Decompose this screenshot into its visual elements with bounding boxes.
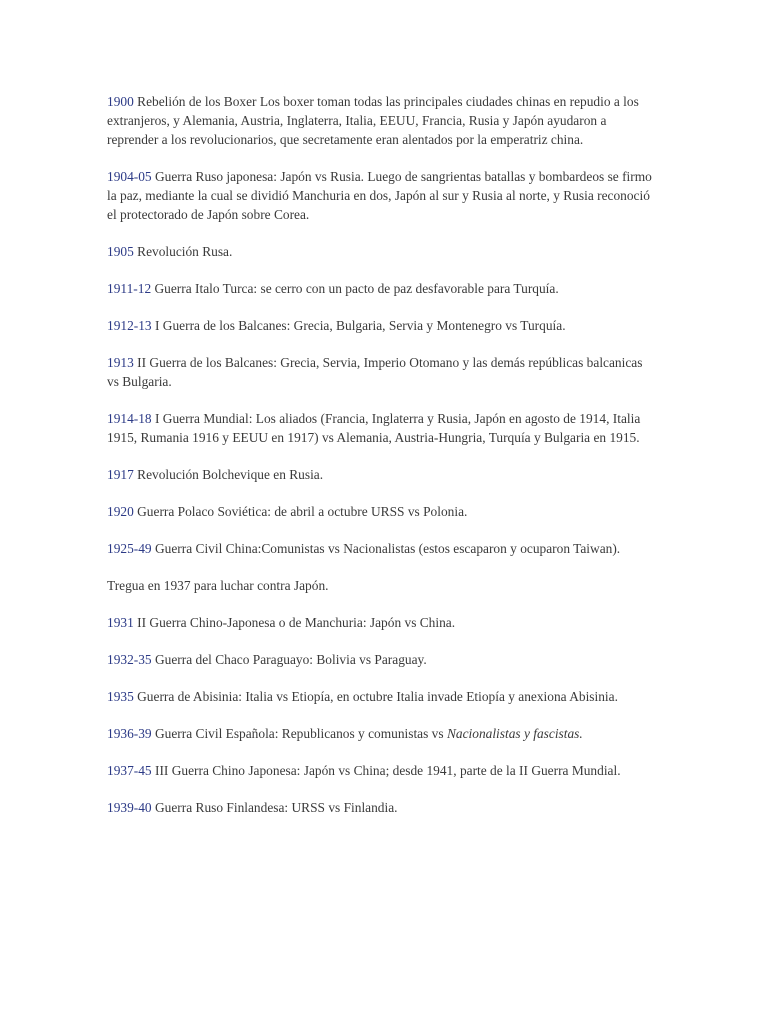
entry-year: 1939-40 bbox=[107, 800, 152, 815]
entry-year: 1904-05 bbox=[107, 169, 152, 184]
entry-year: 1905 bbox=[107, 244, 134, 259]
timeline-entry bbox=[107, 761, 655, 780]
entry-text: Guerra Civil Española: Republicanos y comunistas vs bbox=[155, 726, 444, 741]
entry-year: 1935 bbox=[107, 689, 134, 704]
entry-year: 1936-39 bbox=[107, 726, 152, 741]
timeline-entry bbox=[107, 409, 655, 447]
entry-text: Revolución Rusa. bbox=[137, 244, 233, 259]
entry-text: Rebelión de los Boxer Los boxer toman todas las principales ciudades chinas en repudio a los extranjeros, y Alemania, Austria, Inglaterra, Italia, EEUU, Francia, Rusia y Japón ayudaron a reprender a los revolucionarios, que secretamente eran alentados por la emperatriz china. bbox=[107, 94, 639, 147]
entry-year: 1925-49 bbox=[107, 541, 152, 556]
entry-year: 1937-45 bbox=[107, 763, 152, 778]
timeline-entry bbox=[107, 279, 655, 298]
entry-text: III Guerra Chino Japonesa: Japón vs China; desde 1941, parte de la II Guerra Mundial. bbox=[155, 763, 621, 778]
timeline-entry bbox=[107, 167, 655, 224]
timeline-entry bbox=[107, 539, 655, 558]
entry-year: 1932-35 bbox=[107, 652, 152, 667]
entry-year: 1913 bbox=[107, 355, 134, 370]
entry-text: Guerra Civil China:Comunistas vs Nacionalistas (estos escaparon y ocuparon Taiwan). bbox=[155, 541, 621, 556]
timeline-list bbox=[107, 92, 655, 835]
timeline-entry bbox=[107, 724, 655, 743]
entry-text: I Guerra Mundial: Los aliados (Francia, Inglaterra y Rusia, Japón en agosto de 1914, Italia 1915, Rumania 1916 y EEUU en 1917) vs Alemania, Austria-Hungria, Turquía y Bulgaria en 1915. bbox=[107, 411, 641, 445]
entry-text: Guerra del Chaco Paraguayo: Bolivia vs Paraguay. bbox=[155, 652, 427, 667]
entry-year: 1900 bbox=[107, 94, 134, 109]
timeline-entry bbox=[107, 798, 655, 817]
entry-year: 1914-18 bbox=[107, 411, 152, 426]
entry-year: 1917 bbox=[107, 467, 134, 482]
timeline-entry bbox=[107, 502, 655, 521]
entry-text: Guerra Italo Turca: se cerro con un pacto de paz desfavorable para Turquía. bbox=[154, 281, 559, 296]
entry-year: 1911-12 bbox=[107, 281, 152, 296]
entry-year: 1931 bbox=[107, 615, 134, 630]
entry-year: 1912-13 bbox=[107, 318, 152, 333]
entry-text: II Guerra de los Balcanes: Grecia, Servia, Imperio Otomano y las demás repúblicas balcanicas vs Bulgaria. bbox=[107, 355, 643, 389]
entry-italic-text: Nacionalistas y fascistas. bbox=[446, 726, 583, 741]
timeline-entry bbox=[107, 465, 655, 484]
timeline-entry bbox=[107, 242, 655, 261]
timeline-entry bbox=[107, 687, 655, 706]
entry-text: Guerra Ruso japonesa: Japón vs Rusia. Luego de sangrientas batallas y bombardeos se firmo la paz, mediante la cual se dividió Manchuria en dos, Japón al sur y Rusia al norte, y Rusia reconoció el protectorado de Japón sobre Corea. bbox=[107, 169, 652, 222]
timeline-entry bbox=[107, 92, 655, 149]
entry-text: I Guerra de los Balcanes: Grecia, Bulgaria, Servia y Montenegro vs Turquía. bbox=[155, 318, 566, 333]
entry-text: Tregua en 1937 para luchar contra Japón. bbox=[107, 578, 329, 593]
entry-text: II Guerra Chino-Japonesa o de Manchuria: Japón vs China. bbox=[137, 615, 456, 630]
timeline-note bbox=[107, 576, 655, 595]
entry-text: Revolución Bolchevique en Rusia. bbox=[137, 467, 324, 482]
timeline-entry bbox=[107, 316, 655, 335]
entry-text: Guerra Ruso Finlandesa: URSS vs Finlandia. bbox=[155, 800, 398, 815]
entry-year: 1920 bbox=[107, 504, 134, 519]
timeline-entry bbox=[107, 353, 655, 391]
entry-text: Guerra Polaco Soviética: de abril a octubre URSS vs Polonia. bbox=[137, 504, 468, 519]
entry-text: Guerra de Abisinia: Italia vs Etiopía, en octubre Italia invade Etiopía y anexiona Abisinia. bbox=[137, 689, 618, 704]
timeline-entry bbox=[107, 613, 655, 632]
timeline-entry bbox=[107, 650, 655, 669]
